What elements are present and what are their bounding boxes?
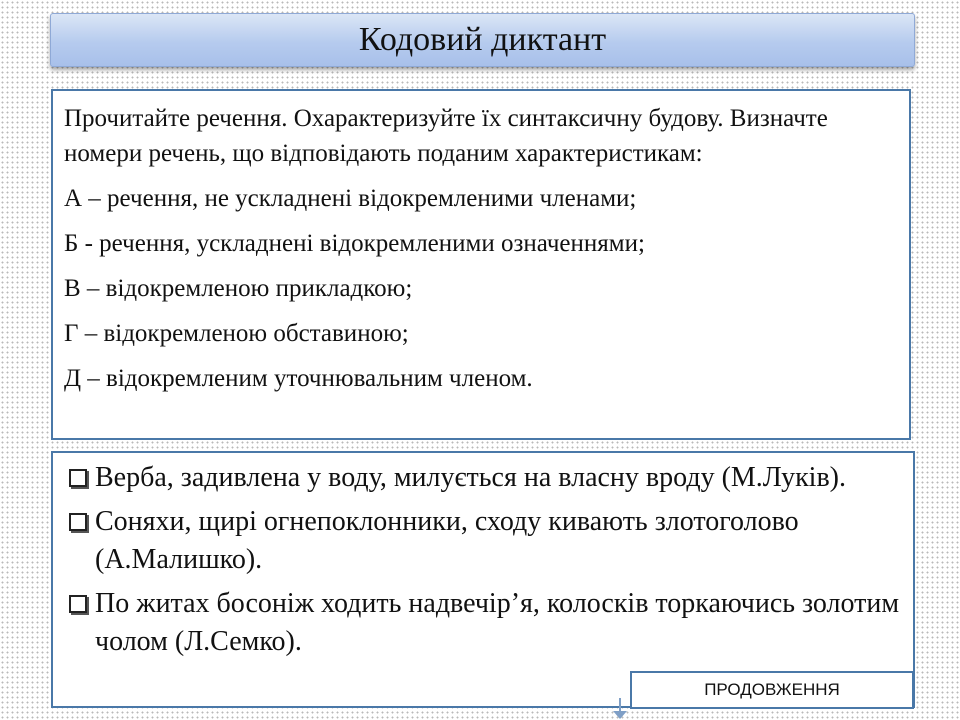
slide-title: Кодовий диктант bbox=[358, 21, 607, 58]
sentence-text: По житах босоніж ходить надвечір’я, колосків торкаючись золотим чолом (Л.Семко). bbox=[95, 588, 900, 657]
continue-button[interactable]: ПРОДОВЖЕННЯ bbox=[630, 671, 914, 709]
task-option-b: Б - речення, ускладнені відокремленими означеннями; bbox=[64, 230, 645, 257]
checkbox-bullet-icon bbox=[69, 513, 87, 531]
sentence-item bbox=[65, 585, 903, 661]
task-option-d: Д – відокремленим уточнювальним членом. bbox=[64, 365, 533, 392]
task-option-v: В – відокремленою прикладкою; bbox=[64, 275, 413, 302]
checkbox-bullet-icon bbox=[69, 595, 87, 613]
sentence-text: Соняхи, щирі огнепоклонники, сходу кивають злотоголово (А.Малишко). bbox=[95, 506, 799, 575]
sentence-item bbox=[65, 503, 903, 579]
sentence-item bbox=[65, 459, 903, 497]
sentence-text: Верба, задивлена у воду, милується на власну вроду (М.Луків). bbox=[95, 462, 847, 493]
task-intro: Прочитайте речення. Охарактеризуйте їх синтаксичну будову. Визначте номери речень, що відповідають поданим характеристикам: bbox=[64, 105, 828, 167]
task-option-a: А – речення, не ускладнені відокремленими членами; bbox=[64, 185, 637, 212]
task-box bbox=[51, 89, 911, 440]
checkbox-bullet-icon bbox=[69, 469, 87, 487]
sentences-box bbox=[51, 451, 915, 708]
slide-title-bar bbox=[50, 13, 915, 67]
down-arrow-icon bbox=[613, 711, 627, 719]
task-option-h: Г – відокремленою обставиною; bbox=[64, 320, 409, 347]
